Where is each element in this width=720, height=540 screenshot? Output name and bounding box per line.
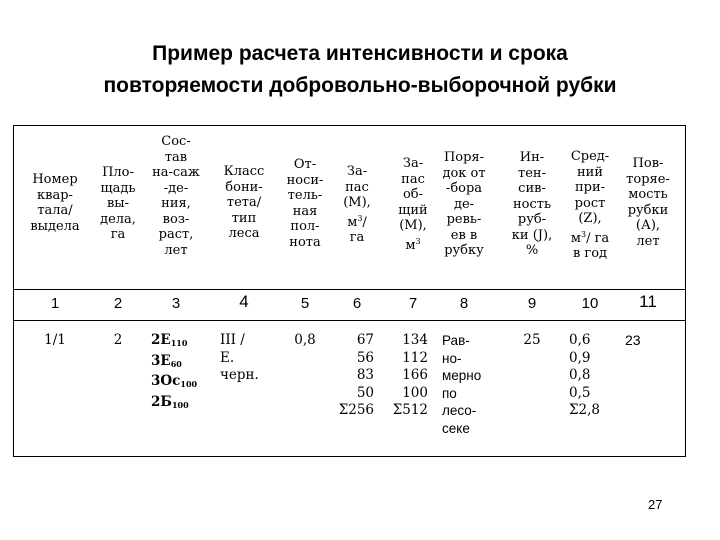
page-number: 27 [648,497,663,512]
column-number-9: 9 [527,295,537,312]
column-number-1: 1 [50,295,60,312]
column-number-2: 2 [113,295,123,312]
cell-growth: 0,6 0,9 0,8 0,5 Σ2,8 [569,332,601,418]
cell-area: 2 [113,332,123,348]
column-number-8: 8 [459,295,469,312]
header-col-1: Номер квар- тала/ выдела [30,172,80,234]
title-line-1: Пример расчета интенсивности и срока [152,42,568,65]
column-number-7: 7 [408,295,418,312]
cell-composition: $2Е_{110}$ $3Е_{60}$ $3Ос_{100}$ $2Б_{100}$ [151,332,198,410]
number-row-divider [13,320,686,321]
header-col-9: Ин- тен- сив- ность руб- ки (J), % [511,150,553,258]
cell-cutting-order: Рав- но- мерно по лесо- секе [442,333,482,436]
column-number-11: 11 [639,292,657,311]
title-line-2: повторяемости добровольно-выборочной рубки [103,74,617,97]
cell-intensity: 25 [523,332,541,348]
header-col-6: За- пас (М), $м^3/$ га [343,164,371,245]
header-divider [13,289,686,290]
slide-title [40,38,680,102]
cell-density: 0,8 [294,332,316,348]
column-number-10: 10 [581,295,599,312]
cell-repeat: 23 [625,332,641,348]
cell-stock: 67 56 83 50 Σ256 [338,332,374,418]
header-col-5: От- носи- тель- ная пол- нота [286,157,324,250]
header-col-10: Сред- ний при- рост (Z), $м^3/$ га в год [570,149,610,261]
cell-stock-total: 134 112 166 100 Σ512 [392,332,428,418]
header-col-2: Пло- щадь вы- дела, га [100,165,136,242]
header-col-8: Поря- док от -бора де- ревь- ев в рубку [442,150,486,258]
column-number-6: 6 [352,295,362,312]
header-col-11: Пов- торяе- мость рубки (А), лет [626,156,670,249]
header-col-3: Сос- тав на-саж -де- ния, воз- раст, лет [152,134,200,258]
header-col-4: Класс бони- тета/ тип леса [223,164,265,241]
header-col-7: За- пас об- щий (М), $м^3$ [398,156,428,253]
column-number-3: 3 [171,295,181,312]
cell-bonitet: III / Е. черн. [220,332,259,383]
column-number-5: 5 [300,295,310,312]
column-number-4: 4 [239,292,249,311]
cell-number: 1/1 [44,332,66,348]
